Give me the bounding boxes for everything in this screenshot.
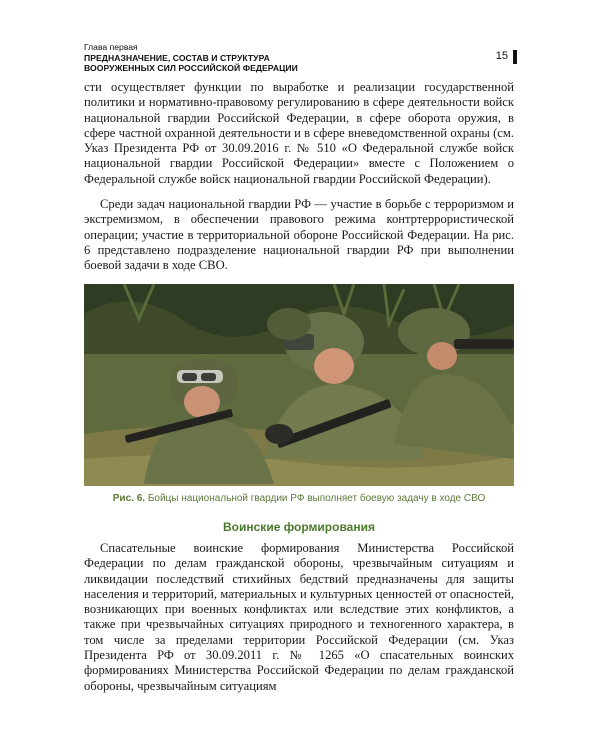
- figure-label: Рис. 6.: [112, 493, 146, 504]
- page-number-marker: [513, 50, 517, 64]
- section-heading: Воинские формирования: [223, 520, 375, 534]
- figure-photo-soldiers: [84, 284, 514, 486]
- page-number: 15: [495, 50, 508, 62]
- running-header: [84, 42, 514, 74]
- figure-caption: [84, 493, 514, 504]
- section-title-line-1: ПРЕДНАЗНАЧЕНИЕ, СОСТАВ И СТРУКТУРА: [84, 52, 270, 63]
- paragraph-2: Среди задач национальной гвардии РФ — участие в борьбе с терроризмом и экстремизмом, в обеспечении правового режима контртеррористической операции; участие в территориальной обороне Российской Федерации. На рис. 6 представлено подразделение национальной гвардии РФ при выполнении боевой задачи в ходе СВО.: [84, 197, 514, 273]
- section-title-line-2: ВООРУЖЕННЫХ СИЛ РОССИЙСКОЙ ФЕДЕРАЦИИ: [84, 63, 298, 73]
- chapter-label: Глава первая: [84, 42, 138, 52]
- paragraph-1: сти осуществляет функции по выработке и реализации государственной политики и нормативно-правовому регулированию в сфере деятельности войск национальной гвардии Российской Федерации, в сфере оборота оружия, в сфере частной охранной деятельности и в сфере вневедомственной охраны (см. Указ Президента РФ от 30.09.2016 г. № 510 «О Федеральной службе войск национальной гвардии Российской Федерации» вместе с Положением о Федеральной службе войск национальной гвардии Российской Федерации).: [84, 80, 514, 186]
- paragraph-3: Спасательные воинские формирования Министерства Российской Федерации по делам гражданской обороны, чрезвычайным ситуациям и ликвидации последствий стихийных бедствий предназначены для защиты населения и территорий, материальных и культурных ценностей от опасностей, возникающих при военных конфликтах или вследствие этих конфликтов, а также при чрезвычайных ситуациях природного и техногенного характера, в том числе за пределами территории Российской Федерации (см. Указ Президента РФ от 30.09.2011 г. № 1265 «О спасательных воинских формированиях Министерства Российской Федерации по делам гражданской обороны, чрезвычайным ситуациям: [84, 541, 514, 693]
- figure-caption-text: Бойцы национальной гвардии РФ выполняет боевую задачу в ходе СВО: [147, 493, 486, 504]
